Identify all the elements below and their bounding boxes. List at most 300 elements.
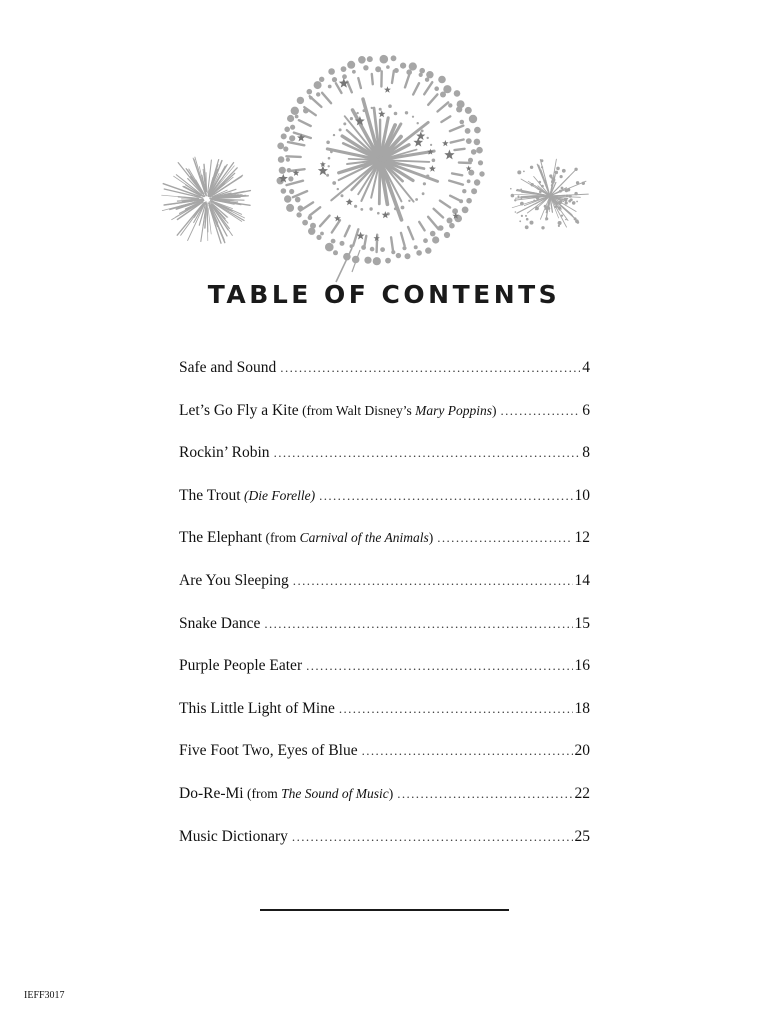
firework-dot [277, 143, 284, 150]
firework-dot [427, 137, 429, 139]
firework-dot [358, 56, 366, 64]
firework-dot [388, 104, 392, 108]
toc-entry-page: 25 [574, 827, 590, 845]
toc-entry-page: 4 [582, 359, 590, 376]
firework-dot [308, 228, 315, 235]
toc-entry[interactable] [179, 487, 590, 530]
toc-entry-title [179, 700, 335, 718]
firework-dot [302, 220, 308, 226]
firework-dot [555, 171, 559, 175]
toc-entry-title [179, 487, 315, 505]
firework-dash [441, 116, 450, 122]
firework-dot [333, 250, 338, 255]
firework-dot [402, 246, 406, 250]
toc-entry-title [179, 444, 270, 462]
star-icon [378, 110, 385, 117]
firework-dot [525, 225, 529, 229]
dot-leader [264, 616, 572, 632]
firework-dot [380, 247, 385, 252]
firework-dash [419, 222, 424, 231]
firework-dot [474, 139, 481, 146]
firework-dot [447, 218, 453, 224]
firework-dot [520, 189, 522, 191]
firework-dot [394, 207, 397, 210]
firework-dot [363, 65, 368, 70]
firework-dot [561, 187, 564, 190]
toc-entry-source: (from Walt Disney’s Mary Poppins) [302, 402, 497, 418]
firework-dot [307, 89, 313, 95]
toc-entry-title [179, 828, 288, 846]
firework-dot [369, 207, 372, 210]
firework-dot [533, 200, 535, 202]
firework-dot [478, 160, 483, 165]
firework-dot [459, 199, 463, 203]
firework-dash [450, 196, 460, 201]
dot-leader [339, 701, 573, 717]
firework-dot [443, 85, 451, 93]
firework-dot [341, 66, 347, 72]
toc-entry[interactable] [179, 657, 590, 700]
firework-dot [364, 257, 371, 264]
toc-entry[interactable] [179, 529, 590, 572]
firework-dot [331, 239, 336, 244]
firework-dot [551, 184, 553, 186]
firework-dot [347, 61, 355, 69]
firework-dot [350, 117, 353, 120]
firework-dot [454, 90, 461, 97]
firework-dot [281, 133, 287, 139]
toc-entry-page: 18 [574, 699, 590, 717]
toc-entry-name: This Little Light of Mine [179, 699, 335, 717]
firework-dot [565, 201, 568, 204]
firework-dash [440, 201, 450, 208]
firework-dot [530, 166, 533, 169]
firework-dot [337, 188, 339, 190]
firework-dot [567, 188, 570, 191]
firework-dash [401, 233, 405, 246]
star-icon [442, 140, 449, 146]
firework-dot [356, 112, 358, 114]
firework-dot [421, 130, 424, 133]
toc-entry-title [179, 572, 289, 590]
toc-entry-page: 15 [574, 614, 590, 632]
toc-entry-source: (from The Sound of Music) [246, 785, 394, 801]
firework-dot [554, 206, 556, 208]
firework-dot [297, 97, 304, 104]
firework-dot [314, 81, 322, 89]
firework-dot [394, 68, 399, 73]
firework-dash [320, 216, 330, 227]
toc-entry-title [179, 529, 433, 547]
firework-dot [354, 205, 357, 208]
firework-dot [530, 221, 534, 225]
toc-entry-name: Do-Re-Mi [179, 784, 244, 802]
firework-dash [391, 237, 393, 250]
firework-dot [541, 166, 543, 168]
firework-dot [423, 238, 428, 243]
dot-leader [437, 530, 572, 546]
firework-dot [375, 66, 381, 72]
firework-dash [452, 173, 462, 175]
firework-dot [284, 127, 290, 133]
firework-dot [405, 111, 408, 114]
toc-entry-title [179, 742, 358, 760]
toc-entry[interactable] [179, 700, 590, 743]
toc-entry-page: 14 [574, 571, 590, 589]
firework-dot [339, 128, 342, 131]
firework-dot [519, 220, 521, 222]
firework-dot [465, 107, 472, 114]
firework-dot [449, 223, 455, 229]
firework-dot [289, 189, 294, 194]
toc-entry-name: Snake Dance [179, 614, 261, 632]
firework-ray [178, 197, 198, 199]
firework-dot [559, 201, 563, 205]
firework-dot [438, 76, 446, 84]
firework-dot [510, 188, 512, 190]
dot-leader [362, 743, 573, 759]
firework-dot [303, 108, 309, 114]
toc-entry-name: Are You Sleeping [179, 571, 289, 589]
firework-dot [565, 219, 567, 221]
firework-dot [287, 115, 294, 122]
toc-entry-title [179, 402, 496, 420]
firework-dot [328, 68, 335, 75]
firework-dash [451, 140, 464, 143]
firework-dot [471, 188, 477, 194]
toc-entry[interactable] [179, 444, 590, 487]
toc-entry[interactable] [179, 785, 590, 828]
firework-dot [422, 192, 425, 195]
firework-dot [295, 197, 301, 203]
firework-dot [525, 215, 527, 217]
firework-dot [448, 103, 452, 107]
toc-entry-name: Let’s Go Fly a Kite [179, 401, 299, 419]
star-icon [429, 165, 436, 172]
firework-dot [295, 115, 299, 119]
firework-dot [517, 170, 521, 174]
toc-entry-name: Music Dictionary [179, 827, 288, 845]
firework-dot [415, 198, 418, 201]
firework-dash [438, 102, 449, 111]
firework-dot [552, 178, 556, 182]
firework-dot [371, 107, 373, 109]
firework-dot [343, 122, 346, 125]
firework-dot [566, 195, 569, 198]
firework-dot [434, 86, 439, 91]
firework-dot [373, 257, 381, 265]
dot-leader [274, 445, 581, 461]
firework-dot [412, 116, 414, 118]
firework-dash [332, 220, 340, 232]
toc-entry-source: (Die Forelle) [243, 487, 316, 503]
toc-entry-name: The Elephant [179, 529, 263, 547]
firework-dot [523, 171, 525, 173]
firework-dot [476, 147, 483, 154]
dot-leader [292, 829, 573, 845]
firework-dot [401, 206, 405, 210]
firework-dot [562, 169, 566, 173]
firework-dot [290, 125, 295, 130]
star-icon [318, 166, 328, 176]
firework-dot [417, 122, 419, 124]
firework-dot [469, 115, 477, 123]
firework-dash [449, 181, 463, 185]
firework-dot [352, 70, 356, 74]
firework-dot [391, 55, 397, 61]
firework-dot [380, 55, 389, 64]
firework-dot [316, 92, 320, 96]
firework-dot [319, 77, 324, 82]
firework-dot [526, 218, 529, 221]
toc-entry-page: 22 [574, 784, 590, 802]
dot-leader [319, 488, 572, 504]
firework-dot [576, 181, 579, 184]
firework-dot [466, 198, 472, 204]
fireworks-illustration [0, 0, 768, 290]
firework-dot [360, 208, 363, 211]
firework-dot [539, 191, 542, 194]
firework-dot [544, 180, 547, 183]
firework-dot [444, 232, 450, 238]
firework-dot [515, 211, 517, 213]
firework-dot [291, 107, 299, 115]
firework-dot [367, 56, 373, 62]
firework-dot [465, 128, 471, 134]
firework-dash [287, 181, 304, 185]
firework-dot [279, 167, 286, 174]
toc-entry[interactable] [179, 359, 590, 402]
firework-dash [299, 120, 311, 126]
firework-dot [296, 212, 301, 217]
firework-dash [434, 209, 444, 218]
firework-dash [392, 71, 394, 83]
firework-dot [409, 62, 417, 70]
firework-dot [466, 138, 472, 144]
firework-dot [576, 201, 578, 203]
toc-entry[interactable] [179, 402, 590, 445]
firework-dot [416, 250, 422, 256]
firework-dot [426, 175, 429, 178]
firework-dot [457, 100, 465, 108]
firework-dot [284, 195, 291, 202]
firework-dot [559, 190, 562, 193]
firework-dot [479, 171, 484, 176]
toc-list [179, 359, 590, 870]
firework-dash [353, 229, 358, 245]
firework-dot [474, 127, 481, 134]
firework-dot [391, 250, 395, 254]
firework-dot [377, 212, 380, 215]
firework-dash [450, 126, 463, 132]
firework-dot [385, 258, 391, 264]
toc-entry-source: (from Carnival of the Animals) [265, 530, 434, 546]
dot-leader [397, 786, 572, 802]
firework-dot [558, 221, 562, 225]
firework-dot [541, 226, 544, 229]
toc-entry[interactable] [179, 572, 590, 615]
firework-dash [428, 217, 439, 229]
firework-dot [326, 174, 329, 177]
firework-dot [555, 201, 559, 205]
toc-entry[interactable] [179, 828, 590, 871]
firework-dash [345, 226, 350, 236]
toc-entry-page: 10 [574, 486, 590, 504]
firework-dot [326, 141, 330, 145]
firework-dot [561, 215, 563, 217]
firework-dot [430, 144, 432, 146]
firework-dot [328, 85, 332, 89]
bottom-divider [260, 909, 509, 911]
page-title: TABLE OF CONTENTS [207, 280, 561, 309]
firework-dot [379, 108, 382, 111]
toc-entry-page: 16 [574, 657, 590, 675]
firework-dot [283, 146, 288, 151]
firework-dot [514, 199, 516, 201]
firework-dot [462, 207, 469, 214]
toc-entry-title [179, 785, 393, 803]
firework-dot [298, 205, 304, 211]
firework-dot [511, 194, 515, 198]
firework-dot [330, 150, 333, 153]
dot-leader [500, 403, 580, 419]
firework-dot [332, 181, 336, 185]
firework-dot [558, 225, 560, 227]
firework-dot [350, 244, 354, 248]
firework-dot [467, 179, 471, 183]
firework-dot [333, 134, 335, 136]
firework-dot [287, 168, 292, 173]
firework-dot [462, 189, 466, 193]
firework-dot [468, 170, 474, 176]
firework-dot [394, 112, 398, 116]
star-icon [384, 86, 391, 93]
firework-dot [531, 183, 534, 186]
firework-dot [425, 247, 431, 253]
firework-dot [569, 195, 572, 198]
firework-dash [288, 142, 304, 145]
toc-entry-title [179, 615, 260, 633]
toc-entry-name: Safe and Sound [179, 359, 277, 376]
firework-dot [370, 247, 375, 252]
dot-leader [293, 573, 573, 589]
firework-dot [278, 156, 285, 163]
toc-entry-name: Five Foot Two, Eyes of Blue [179, 742, 358, 760]
firework-dot [572, 201, 576, 205]
firework-dot [521, 198, 523, 200]
firework-dash [428, 94, 437, 104]
firework-dot [574, 192, 577, 195]
firework-dot [316, 235, 321, 240]
firework-dash [358, 78, 361, 88]
firework-dash [347, 82, 352, 93]
firework-dot [545, 217, 548, 220]
firework-dot [520, 202, 524, 206]
toc-entry[interactable] [179, 615, 590, 658]
firework-dot [517, 195, 519, 197]
firework-dot [560, 175, 563, 178]
firework-dot [540, 159, 543, 162]
firework-tail [336, 248, 352, 282]
firework-dot [414, 245, 418, 249]
toc-entry-page: 6 [582, 401, 590, 419]
firework-dash [405, 75, 409, 88]
firework-dash [293, 191, 307, 197]
firework-dot [286, 158, 290, 162]
toc-entry[interactable] [179, 742, 590, 785]
firework-dot [328, 157, 331, 160]
firework-dash [336, 83, 342, 93]
firework-dot [281, 188, 287, 194]
firework-large [277, 55, 485, 282]
firework-dot [432, 159, 436, 163]
firework-dash [413, 83, 419, 94]
firework-dot [408, 200, 410, 202]
firework-dot [452, 208, 458, 214]
firework-dot [544, 205, 547, 208]
firework-dot [438, 225, 444, 231]
firework-dot [308, 215, 313, 220]
firework-right [510, 159, 588, 229]
firework-dot [430, 231, 436, 237]
firework-dot [541, 185, 544, 188]
firework-left [162, 157, 251, 243]
firework-dot [361, 245, 366, 250]
firework-dot [386, 65, 390, 69]
firework-dot [288, 176, 293, 181]
dot-leader [280, 360, 580, 376]
toc-entry-page: 12 [574, 529, 590, 547]
star-icon [382, 211, 390, 218]
firework-dash [322, 93, 331, 103]
firework-dot [423, 182, 426, 185]
firework-dot [426, 71, 433, 78]
firework-dot [405, 253, 411, 259]
firework-dot [536, 196, 540, 200]
toc-entry-name: Purple People Eater [179, 657, 303, 675]
firework-dot [521, 215, 523, 217]
firework-dot [558, 206, 561, 209]
star-icon [339, 78, 349, 88]
firework-dot [400, 63, 406, 69]
firework-dot [432, 236, 439, 243]
firework-dot [289, 135, 295, 141]
firework-dot [363, 109, 366, 112]
firework-dot [576, 221, 579, 224]
firework-dot [419, 68, 425, 74]
star-icon [346, 198, 353, 205]
star-icon [444, 150, 454, 160]
catalog-code: IEFF3017 [24, 990, 65, 1001]
firework-dash [289, 169, 305, 171]
firework-dot [342, 74, 347, 79]
firework-dot [340, 241, 345, 246]
firework-dot [471, 149, 477, 155]
firework-dot [574, 168, 577, 171]
firework-dash [310, 207, 321, 215]
star-icon [413, 137, 423, 146]
star-icon [427, 149, 433, 155]
firework-dot [556, 167, 560, 171]
firework-dot [568, 200, 571, 203]
firework-dash [455, 149, 465, 150]
toc-entry-page: 20 [574, 742, 590, 760]
toc-entry-title [179, 657, 302, 675]
firework-dot [286, 204, 294, 212]
firework-dot [309, 96, 313, 100]
firework-dot [320, 232, 324, 236]
firework-dot [328, 165, 330, 167]
